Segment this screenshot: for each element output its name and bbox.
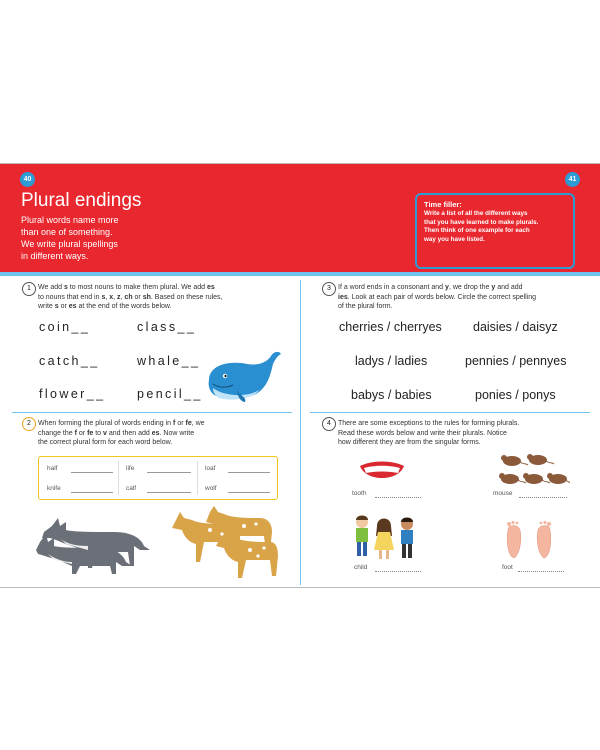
page-number-right: 41 (565, 172, 580, 187)
word-flower[interactable]: flower__ (39, 387, 106, 401)
pair-cherries[interactable]: cherries / cherryes (339, 320, 442, 334)
answer-line-tooth[interactable] (375, 497, 421, 498)
answer-line-mouse[interactable] (519, 497, 567, 498)
answer-line-foot[interactable] (518, 571, 564, 572)
table-cell-calf: calf (126, 485, 137, 492)
time-filler-box (415, 193, 575, 269)
table-divider (197, 461, 198, 495)
tooth-illustration (358, 460, 406, 486)
whale-illustration (203, 350, 283, 408)
right-section-divider (310, 412, 590, 413)
page-number-left: 40 (20, 172, 35, 187)
header-banner (0, 164, 600, 272)
table-cell-life: life (126, 465, 135, 472)
left-section-divider (12, 412, 292, 413)
time-filler-body: Write a list of all the different ways that you have learned to make plurals. Then think of one example for each way you have listed. (424, 210, 539, 243)
pair-pennies[interactable]: pennies / pennyes (465, 354, 567, 368)
word-pencil[interactable]: pencil__ (137, 387, 203, 401)
label-mouse: mouse (493, 490, 513, 497)
answer-line-child[interactable] (375, 571, 421, 572)
word-catch[interactable]: catch__ (39, 354, 100, 368)
intro-text: Plural words name more than one of something. We write plural spellings in different ways. (21, 215, 119, 261)
pair-ponies[interactable]: ponies / ponys (475, 388, 556, 402)
answer-line-half[interactable] (71, 472, 113, 473)
wolves-illustration (36, 516, 154, 574)
table-cell-loaf: loaf (205, 465, 216, 472)
section-number-2: 2 (22, 417, 36, 431)
section1-instructions: We add s to most nouns to make them plural. We add es to nouns that end in s, x, z, ch or sh. Based on these rules, write s or es at the end of the words below. (38, 284, 223, 310)
feet-illustration (504, 520, 554, 560)
answer-line-calf[interactable] (147, 492, 191, 493)
section-number-4: 4 (322, 417, 336, 431)
workbook-spread (0, 163, 600, 588)
section4-instructions: There are some exceptions to the rules for forming plurals. Read these words below and write their plurals. Notice how different they are from the singular forms. (338, 420, 520, 446)
section2-instructions: When forming the plural of words ending in f or fe, we change the f or fe to v and then add es. Now write the correct plural form for each word below. (38, 420, 205, 446)
table-cell-wolf: wolf (205, 485, 217, 492)
plural-table (38, 456, 278, 500)
children-illustration (350, 514, 420, 562)
page-title: Plural endings (21, 190, 142, 211)
answer-line-knife[interactable] (71, 492, 113, 493)
pair-ladies[interactable]: ladys / ladies (355, 354, 428, 368)
word-whale[interactable]: whale__ (137, 354, 201, 368)
center-divider (300, 280, 301, 585)
table-divider (118, 461, 119, 495)
calves-illustration (170, 506, 280, 580)
mice-illustration (498, 451, 570, 489)
label-foot: foot (502, 564, 513, 571)
section3-instructions: If a word ends in a consonant and y, we drop the y and add ies. Look at each pair of words below. Circle the correct spelling of the plural form. (338, 284, 537, 310)
word-coin[interactable]: coin__ (39, 320, 91, 334)
pair-daisies[interactable]: daisies / daisyz (473, 320, 558, 334)
answer-line-life[interactable] (147, 472, 191, 473)
pair-babies[interactable]: babys / babies (351, 388, 432, 402)
time-filler-title: Time filler: (424, 200, 462, 209)
answer-line-loaf[interactable] (228, 472, 270, 473)
table-cell-knife: knife (47, 485, 61, 492)
answer-line-wolf[interactable] (228, 492, 270, 493)
section-number-3: 3 (322, 282, 336, 296)
table-cell-half: half (47, 465, 58, 472)
header-divider (0, 272, 600, 276)
label-child: child (354, 564, 368, 571)
label-tooth: tooth (352, 490, 367, 497)
word-class[interactable]: class__ (137, 320, 197, 334)
section-number-1: 1 (22, 282, 36, 296)
